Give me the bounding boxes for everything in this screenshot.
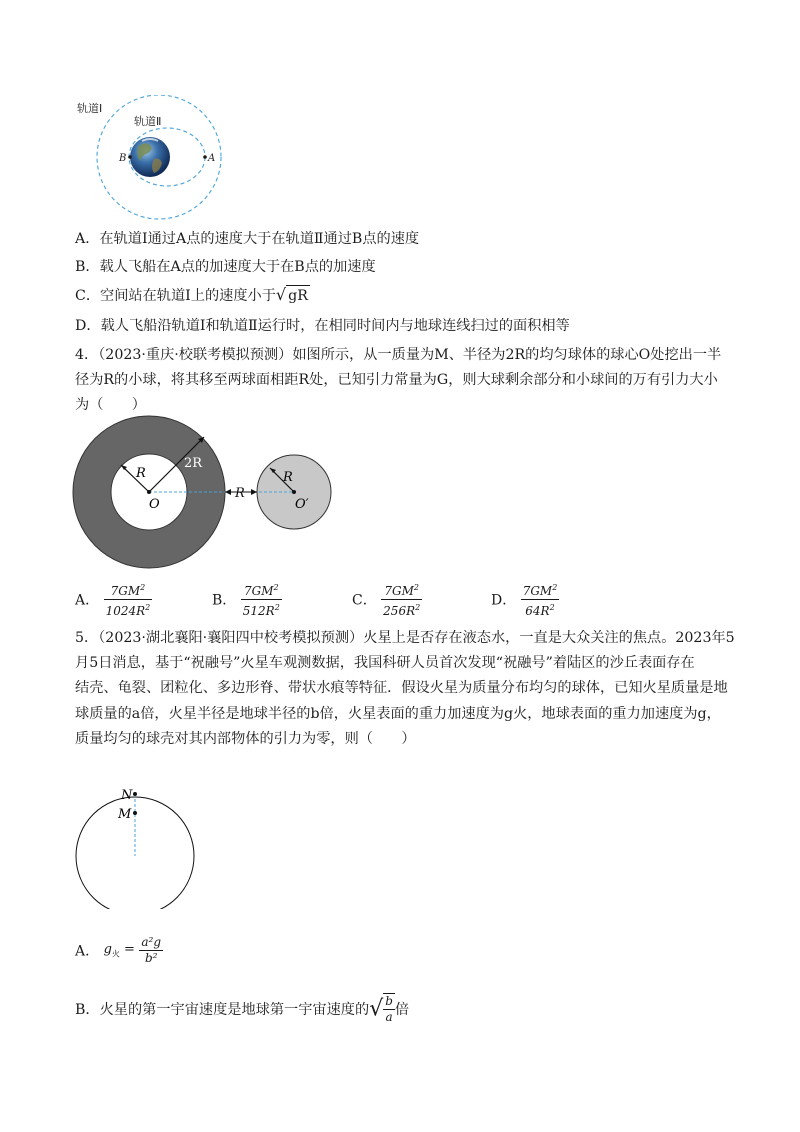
q4-option-a-num-exp: 2: [140, 583, 146, 592]
orbit-1-label: 轨道Ⅰ: [77, 102, 103, 115]
q5-stem-line-5: 质量均匀的球壳对其内部物体的引力为零，则（ ）: [75, 731, 416, 747]
q5-stem-line-2: 月5日消息，基于“祝融号”火星车观测数据，我国科研人员首次发现“祝融号”着陆区的沙丘表面存在: [75, 655, 695, 671]
q5-option-a-label: A．: [75, 943, 100, 960]
q4-stem-line-3: 为（ ）: [75, 397, 146, 413]
q4-option-d-den: 64R: [525, 604, 550, 618]
q4-option-d: [491, 580, 559, 619]
q4-option-a-den-exp: 2: [145, 603, 151, 612]
q4-option-a: [75, 580, 152, 619]
orbit-figure: [70, 95, 240, 220]
q4-option-b-num-exp: 2: [273, 583, 279, 592]
point-b-dot: [128, 155, 132, 159]
q4-option-c-den-exp: 2: [415, 603, 421, 612]
q4-option-c-num: 7GM: [384, 584, 414, 598]
q5-stem-line-4: 球质量的a倍，火星半径是地球半径的b倍，火星表面的重力加速度为g火，地球表面的重力加速度为g，: [75, 706, 721, 722]
point-a-label: A: [208, 153, 216, 164]
point-m-dot: [133, 811, 137, 815]
q4-number: 4．: [75, 347, 99, 363]
fig-label-2r: 2R: [184, 456, 203, 471]
q3-option-c: C．空间站在轨道Ⅰ上的速度小于√ gR: [75, 285, 308, 304]
q4-option-b-num: 7GM: [243, 584, 274, 598]
point-n-label: N: [121, 788, 133, 803]
q5-stem-line-1: [75, 628, 735, 648]
q5-number: 5．: [75, 630, 99, 646]
point-b-label: B: [119, 153, 127, 164]
q4-option-b: [212, 580, 282, 619]
q5-option-b-tail: 倍: [394, 1002, 410, 1018]
q5-option-b: B．火星的第一宇宙速度是地球第一宇宙速度的√ $\frac{b}{a}$ 倍: [75, 994, 410, 1024]
q5-option-a: A． $g_火$ = $\frac{\text{a²g}}{\text{b²}}$: [75, 935, 162, 965]
q4-option-c-den: 256R: [383, 604, 416, 618]
q4-option-c: [352, 580, 422, 619]
fig-label-o: O: [149, 497, 160, 512]
q5-option-a-den: b²: [144, 951, 158, 965]
fig-label-o-prime: O′: [295, 497, 309, 512]
q4-option-a-label: A．: [75, 592, 100, 609]
q4-options: [75, 580, 635, 620]
fig-label-r-small: R: [136, 466, 146, 481]
point-a-dot: [203, 155, 207, 159]
q5-option-b-text: B．火星的第一宇宙速度是地球第一宇宙速度的: [75, 1002, 370, 1018]
q4-option-d-label: D．: [491, 592, 517, 609]
q4-stem-line-1: [75, 345, 721, 365]
q5-option-a-lhs: g: [103, 941, 112, 957]
q4-source: （2023·重庆·校联考模拟预测）: [98, 347, 293, 363]
q4-option-b-label: B．: [212, 592, 237, 609]
q5-option-a-num: a²g: [141, 935, 162, 949]
q4-option-b-den-exp: 2: [274, 603, 280, 612]
q5-source: （2023·湖北襄阳·襄阳四中校考模拟预测）: [98, 630, 364, 646]
q4-option-c-label: C．: [352, 592, 377, 609]
q3-option-c-math: gR: [286, 285, 310, 306]
fig-label-r-ball: R: [283, 470, 293, 485]
earth-icon: [130, 137, 170, 177]
q3-option-d: D．载人飞船沿轨道Ⅰ和轨道Ⅱ运行时，在相同时间内与地球连线扫过的面积相等: [75, 318, 570, 334]
q4-option-c-num-exp: 2: [413, 583, 419, 592]
q3-option-b: B．载人飞船在A点的加速度大于在B点的加速度: [75, 259, 376, 275]
q5-stem-line-3: 结壳、龟裂、团粒化、多边形脊、带状水痕等特征．假设火星为质量分布均匀的球体，已知火星质量是地: [75, 680, 728, 696]
q5-option-b-den: a: [385, 1010, 393, 1024]
q4-stem-1: 如图所示，从一质量为M、半径为2R的均匀球体的球心O处挖出一半: [292, 347, 722, 363]
q4-figure: [72, 415, 362, 575]
q4-option-d-num-exp: 2: [552, 583, 558, 592]
q4-stem-line-2: 径为R的小球，将其移至两球面相距R处，已知引力常量为G，则大球剩余部分和小球间的万有引力大小: [75, 372, 718, 388]
q3-option-c-text: C．空间站在轨道Ⅰ上的速度小于: [75, 288, 276, 304]
q5-figure: [70, 784, 205, 909]
q3-option-a: A．在轨道Ⅰ通过A点的速度大于在轨道Ⅱ通过B点的速度: [75, 231, 420, 247]
q4-option-a-num: 7GM: [110, 584, 141, 598]
q5-option-b-num: b: [385, 994, 393, 1008]
orbit-2-label: 轨道Ⅱ: [134, 115, 162, 128]
point-n-dot: [133, 792, 137, 796]
q5-option-a-sub: 火: [111, 949, 120, 959]
q4-option-d-num: 7GM: [522, 584, 553, 598]
q4-option-a-den: 1024R: [105, 604, 146, 618]
q4-option-b-den: 512R: [242, 604, 275, 618]
q5-stem-1: 火星上是否存在液态水，一直是大众关注的焦点。2023年5: [363, 630, 735, 646]
fig-label-gap-r: R: [235, 486, 245, 501]
point-m-label: M: [118, 807, 132, 822]
q4-option-d-den-exp: 2: [549, 603, 555, 612]
